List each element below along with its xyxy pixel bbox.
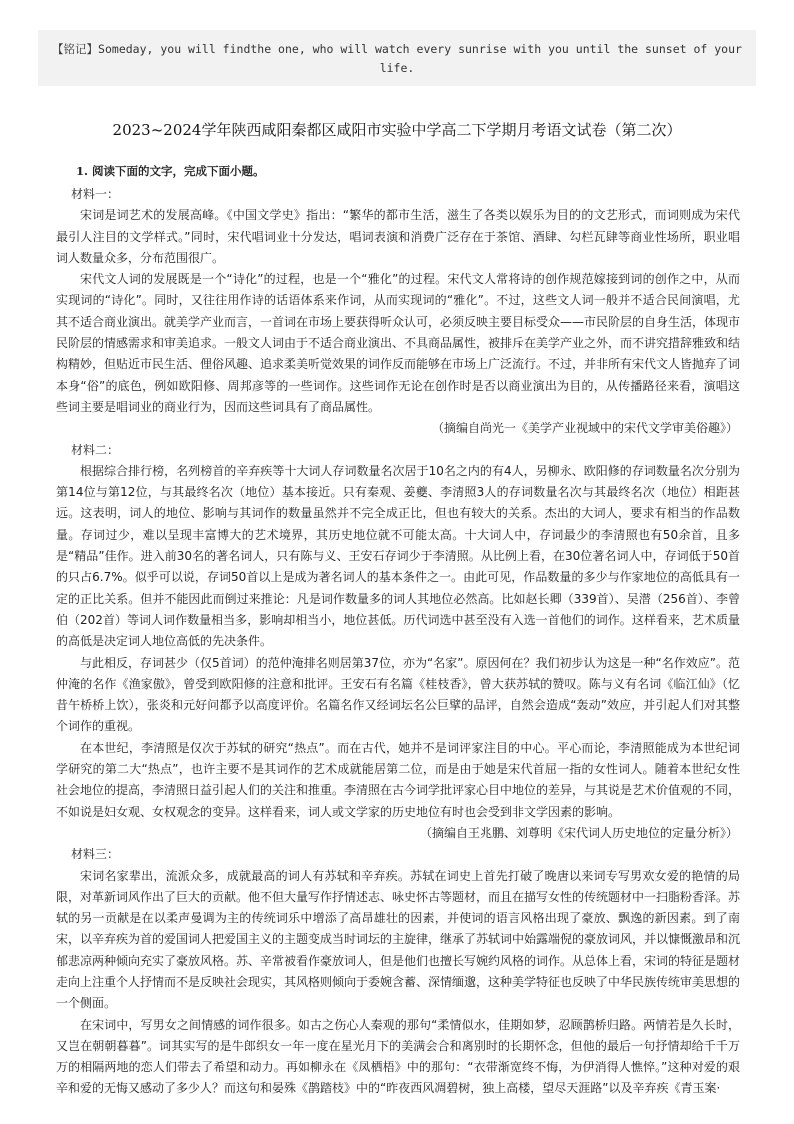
material1-paragraph: 宋词是词艺术的发展高峰。《中国文学史》指出：“繁华的都市生活，滋生了各类以娱乐为目的的文艺形式，而词则成为宋代最引人注目的文学样式。”同时，宋代唱词业十分发达，唱词表演和消费广泛存在于茶馆、酒肆、勾栏瓦肆等商业性场所，职业唱词人数量众多，分布范围很广。 (56, 208, 740, 265)
material1-label: 材料一： (71, 187, 120, 201)
material3-paragraph: 在宋词中，写男女之间情感的词作很多。如古之伤心人秦观的那句“柔情似水，佳期如梦，忍顾鹊桥归路。两情若是久长时，又岂在朝朝暮暮”。词其实写的是牛郎织女一年一度在星光月下的美满会合和离别时的长期怀念，但他的最后一句抒情却给千千万万的相隔两地的恋人们带去了希望和动力。再如柳永在《凤栖梧》中的那句：“衣带渐宽终不悔，为伊消得人憔悴。”这种对爱的艰辛和爱的无悔又感动了多少人？而这句和晏殊《鹊踏枝》中的“昨夜西风凋碧树，独上高楼，望尽天涯路”以及辛弃疾《青玉案· (56, 1017, 740, 1096)
material3-label: 材料三： (71, 847, 120, 862)
material2-label: 材料二： (71, 442, 120, 457)
question-heading: 1. 阅读下面的文字，完成下面小题。 (76, 164, 265, 178)
material2-paragraph: 在本世纪，李清照是仅次于苏轼的研究“热点”。而在古代，她并不是词评家注目的中心。平心而论，李清照能成为本世纪词学研究的第二大“热点”，也许主要不是其词作的艺术成就能居第二位，而是由于她是宋代首屈一指的女性词人。随着本世纪女性社会地位的提高，李清照日益引起人们的关注和推重。李清照在古今词学批评家心目中地位的差异，与其说是艺术价值观的不同，不如说是妇女观、女权观念的变异。这样看来，词人或文学家的历史地位有时也会受到非文学因素的影响。 (56, 740, 741, 819)
material1-source: （摘编自尚光一《美学产业视域中的宋代文学审美俗趣》） (431, 421, 738, 436)
material2-paragraph: 根据综合排行榜，名列榜首的辛弃疾等十大词人存词数量名次居于10名之内的有4人，另柳永、欧阳修的存词数量名次分别为第14位与第12位，与其最终名次（地位）基本接近。只有秦观、姜夔、李清照3人的存词数量名次与其最终名次（地位）相距甚远。这表明，词人的地位、影响与其词作的数量虽然并不完全成正比，但也有较大的关系。杰出的大词人，要求有相当的作品数量。存词过少，难以呈现丰富博大的艺术境界，其历史地位就不可能太高。十大词人中，存词最少的李清照也有50余首，且多是“精品”佳作。进入前30名的著名词人，只有陈与义、王安石存词少于李清照。从比例上看，在30位著名词人中，存词低于50首的只占6.7%。似乎可以说，存词50首以上是成为著名词人的基本条件之一。由此可见，作品数量的多少与作家地位的高低具有一定的正比关系。但并不能因此而倒过来推论：凡是词作数量多的词人其地位必然高。比如赵长卿（339首）、吴潜（256首）、李曾伯（202首）等词人词作数量相当多，影响却相当小，地位甚低。历代词选中甚至没有入选一首他们的词作。这样看来，艺术质量的高低是决定词人地位高低的先决条件。 (56, 463, 740, 649)
material2-paragraph: 与此相反，存词甚少（仅5首词）的范仲淹排名则居第37位，亦为“名家”。原因何在？我们初步认为这是一种“名作效应”。范仲淹的名作《渔家傲》，曾受到欧阳修的注意和批评。王安石有名篇《桂枝香》，曾大获苏轼的赞叹。陈与义有名词《临江仙》（忆昔午桥桥上饮），张炎和元好问都予以高度评价。名篇名作又经词坛名公巨擘的品评，自然会造成“轰动”效应，并引起人们对其整个词作的重视。 (56, 655, 740, 734)
material1-paragraph: 宋代文人词的发展既是一个“诗化”的过程，也是一个“雅化”的过程。宋代文人常将诗的创作规范嫁接到词的创作之中，从而实现词的“诗化”。同时，又往往用作诗的话语体系来作词，从而实现词的“雅化”。不过，这些文人词一般并不适合民间演唱，尤其不适合商业演出。就美学产业而言，一首词在市场上要获得听众认可，必须反映主要目标受众——市民阶层的自身生活，体现市民阶层的情感需求和审美追求。一般文人词由于不适合商业演出、不具商品属性，被排斥在美学产业之外，而不讲究措辞雅致和结构精妙，但贴近市民生活、俚俗风趣、追求柔美听觉效果的词作反而能够在市场上广泛流行。不过，并非所有宋代文人皆抛弃了词本身“俗”的底色，例如欧阳修、周邦彦等的一些词作。这些词作无论在创作时是否以商业演出为目的，从传播路径来看，演唱这些词主要是唱词业的商业行为，因而这些词具有了商品属性。 (56, 272, 741, 414)
material3-paragraph: 宋词名家辈出，流派众多，成就最高的词人有苏轼和辛弃疾。苏轼在词史上首先打破了晚唐以来词专写男欢女爱的艳情的局限，对革新词风作出了巨大的贡献。他不但大量写作抒情述志、咏史怀古等题材，而且在描写女性的传统题材中一扫脂粉香泽。苏轼的另一贡献是在以柔声曼调为主的传统词乐中增添了高昂雄壮的因素，并使词的语言风格出现了豪放、飘逸的新因素。到了南宋，以辛弃疾为首的爱国词人把爱国主义的主题变成当时词坛的主旋律，继承了苏轼词中始露端倪的豪放词风，并以慷慨激昂和沉郁悲凉两种倾向充实了豪放风格。苏、辛常被看作豪放词人，但是他们也擅长写婉约风格的词作。从总体上看，宋词的特征是题材走向上注重个人抒情而不是反映社会现实，其风格则倾向于委婉含蓄、深情缅邈，这种美学特征也反映了中华民族传统审美思想的一个侧面。 (56, 868, 741, 1011)
material2-source: （摘编自王兆鹏、刘尊明《宋代词人历史地位的定量分析》） (419, 825, 738, 840)
motto-banner: 【铭记】Someday, you will findthe one, who will watch every sunrise with you until the sunset of your life. (38, 30, 756, 86)
page-title: 2023~2024学年陕西咸阳秦都区咸阳市实验中学高二下学期月考语文试卷（第二次） (112, 121, 682, 139)
document-body (56, 158, 740, 1100)
